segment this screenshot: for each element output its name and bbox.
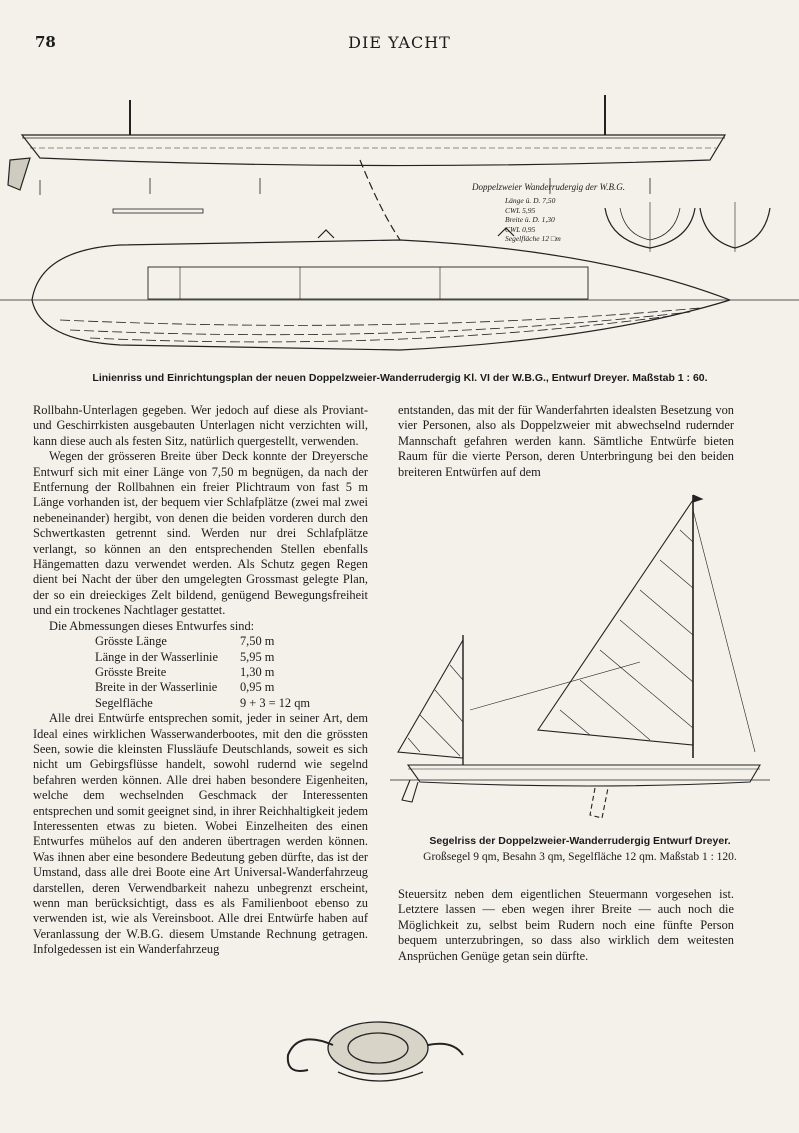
dimension-value: 0,95 m: [239, 680, 275, 695]
pulley-block-ornament: [278, 1000, 478, 1090]
right-column-bottom: [398, 887, 734, 964]
dimension-value: 9 + 3 = 12 qm: [239, 695, 311, 710]
table-row: [95, 696, 314, 711]
paragraph: Rollbahn-Unterlagen gegeben. Wer jedoch auf diese als Proviant- und Geschirrkisten ausgebauten Unterlagen nicht verzichten will, kann diese auch als festen Sitz, natürlich quergestellt, verwenden.: [33, 403, 368, 448]
dimension-label: Länge in der Wasserlinie: [95, 649, 218, 664]
paragraph: Steuersitz neben dem eigentlichen Steuermann vorgesehen ist. Letztere lassen — eben wegen ihrer Breite — auch noch die Möglichkeit zu, selbst beim Rudern noch eine fünfte Person bequem unterzubringen, so dass also wirklich dem weitesten Ansprüchen Genüge getan sein dürfte.: [398, 887, 734, 963]
figure2-caption-line2: Großsegel 9 qm, Besahn 3 qm, Segelfläche 12 qm. Maßstab 1 : 120.: [423, 851, 737, 863]
dimension-value: 5,95 m: [239, 649, 275, 664]
dimension-label: Grösste Breite: [95, 664, 167, 679]
table-row: [95, 665, 314, 680]
spec-line: Breite ü. D. 1,30: [505, 215, 555, 224]
dimension-label: Grösste Länge: [95, 634, 167, 649]
table-row: [95, 650, 314, 665]
dimension-label: Segelfläche: [95, 695, 153, 710]
paragraph: Alle drei Entwürfe entsprechen somit, jeder in seiner Art, dem Ideal eines wirklichen Wasserwanderbootes, mit den die grössten Seen, sowie die kleinsten Flussläufe Deutschlands, soweit es sich nicht um Gebirgsflüsse handelt, sowohl rudernd wie segelnd befahren werden können. Alle drei haben besondere Eigenheiten, welche dem wechselnden Geschmack der Interessenten entsprechen und somit geeignet sind, in ihrer Reichhaltigkeit jedem Interessenten etwas zu bieten. Wobei Einzelheiten des einen Entwurfes mühelos auf den anderen übertragen werden können. Was ihnen aber eine besondere Bedeutung geben dürfte, das ist der Umstand, dass alle drei Boote eine Art Universal-Wanderfahrzeug darstellen, deren Verwendbarkeit nahezu unbegrenzt erscheint, wenn man berücksichtigt, dass es als Familienboot ebenso zu verwenden ist, wie als Vereinsboot. Alle drei Entwürfe haben auf Veranlassung der W.B.G. diesem Umstande Rechnung getragen. Infolgedessen ist ein Wanderfahrzeug: [33, 711, 368, 957]
right-column-top: [398, 403, 734, 480]
paragraph: Wegen der grösseren Breite über Deck konnte der Dreyersche Entwurf sich mit einer Länge von 7,50 m begnügen, da nach der Entfernung der Rollbahnen ein freier Plichtraum von fast 5 m Länge vorhanden ist, der bequem vier Schlafplätze (zwei mal zwei nebeneinander) hergibt, von denen die beiden vorderen durch den Schwertkasten getrennt sind. Werden nur drei Schlafplätze verlangt, so können an den entsprechenden Stellen ebenfalls Hängematten dazu verwendet werden. Als Schutz gegen Regen dient bei Nacht der über den umgelegten Grossmast gelegte Plan, der so ein dreieckiges Zelt bildend, genügend Bewegungsfreiheit und ein trockenes Nachtlager gestattet.: [33, 449, 368, 618]
figure1-specs: [505, 196, 561, 244]
spec-line: CWL 5,95: [505, 205, 536, 215]
spec-line: Segelfläche 12 □m: [505, 234, 561, 243]
dimension-value: 7,50 m: [239, 634, 275, 649]
sail-plan-drawing: [390, 490, 770, 830]
dimensions-heading: Die Abmessungen dieses Entwurfes sind:: [49, 618, 255, 633]
table-row: [95, 680, 314, 695]
left-column: [33, 403, 368, 958]
figure1-title-note: Doppelzweier Wanderrudergig der W.B.G.: [472, 182, 625, 192]
spec-line: CWL 0,95: [505, 224, 536, 234]
dimension-label: Breite in der Wasserlinie: [95, 680, 218, 695]
paragraph: entstanden, das mit der für Wanderfahrten idealsten Besetzung von vier Personen, also als Doppelzweier mit abwechselnd rudernder Mannschaft gefahren werden kann. Sämtliche Entwürfe bieten Raum für die vierte Person, deren Unterbringung bei den beiden breiteren Entwürfen auf dem: [398, 403, 734, 479]
running-head: DIE YACHT: [348, 33, 451, 52]
dimensions-table: [95, 634, 314, 711]
figure1-caption: Linienriss und Einrichtungsplan der neuen Doppelzweier-Wanderrudergig Kl. VI der W.B.G., Entwurf Dreyer. Maßstab 1 : 60.: [92, 372, 708, 384]
page-number: 78: [35, 33, 56, 51]
spec-line: Länge ü. D. 7,50: [505, 196, 556, 205]
table-row: [95, 634, 314, 649]
figure2-caption-line1: Segelriss der Doppelzweier-Wanderrudergig Entwurf Dreyer.: [429, 835, 731, 847]
lines-plan-drawing: [0, 90, 799, 360]
dimension-value: 1,30 m: [239, 664, 275, 679]
